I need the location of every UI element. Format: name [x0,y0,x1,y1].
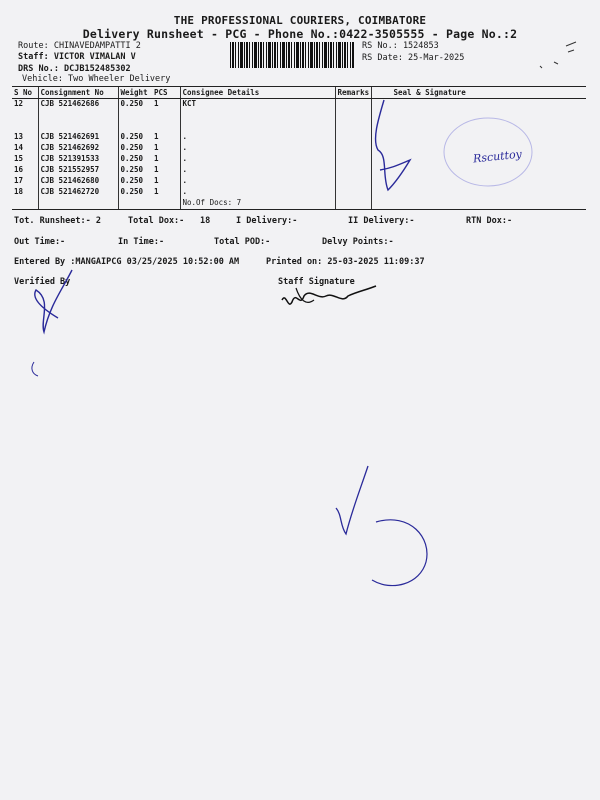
printed-on: Printed on: 25-03-2025 11:09:37 [266,257,425,267]
cell-pcs: 1 [154,186,159,196]
staff-text: Staff: VICTOR VIMALAN V [18,52,136,62]
cell-consignment: CJB 521391533 [38,154,118,165]
cell-consignee: . [180,143,335,154]
cell-consignee: . [180,176,335,187]
route-text: Route: CHINAVEDAMPATTI 2 [18,41,141,51]
delvy-points: Delvy Points:- [322,237,394,247]
cell-weight: 0.250 [118,132,152,143]
col-seal-header: Seal & Signature [371,87,586,99]
runsheet-title: Delivery Runsheet - PCG - Phone No.:0422-3505555 - Page No.:2 [82,27,518,41]
total-pod: Total POD:- [214,237,271,247]
ii-delivery: II Delivery:- [348,216,415,226]
cell-consignment: CJB 521462691 [38,132,118,143]
cell-sno: 12 [14,99,24,108]
i-delivery: I Delivery:- [236,216,298,226]
drs-text: DRS No.: DCJB152485302 [18,64,131,74]
verified-by-label: Verified By [14,277,71,287]
cell-consignment: CJB 521552957 [38,165,118,176]
total-dox-label: Total Dox:- [128,216,185,226]
col-weight-header: Weight [118,87,152,99]
cell-sno: 16 [14,164,24,174]
entered-by: Entered By :MANGAIPCG 03/25/2025 10:52:00 AM [14,257,240,267]
rtn-dox: RTN Dox:- [466,216,513,226]
company-title: THE PROFESSIONAL COURIERS, COIMBATORE [173,14,427,27]
cell-weight: 0.250 [118,154,152,165]
cell-sno: 17 [14,175,24,185]
cell-pcs: 1 [154,131,159,141]
cell-sno: 14 [14,142,24,152]
corner-marks [540,42,576,68]
cell-consignment: CJB 521462686 [38,99,118,111]
vehicle-text: Vehicle: Two Wheeler Delivery [22,74,171,84]
col-pcs-header: PCS [152,87,180,99]
out-time: Out Time:- [14,237,66,247]
cell-weight: 0.250 [118,165,152,176]
cell-sno: 18 [14,186,24,196]
cell-weight: 0.250 [118,176,152,187]
cell-pcs: 1 [154,175,159,185]
col-remarks-header: Remarks [335,87,371,99]
cell-consignee: . [180,154,335,165]
rs-date-text: RS Date: 25-Mar-2025 [362,53,465,63]
cell-consignment: CJB 521462720 [38,187,118,198]
cell-consignee: . [180,165,335,176]
cell-sno: 15 [14,153,24,163]
lower-stamp [372,520,427,586]
cell-pcs: 1 [154,153,159,163]
cell-pcs: 1 [154,142,159,152]
seal-stamp [444,118,532,186]
col-consignment-header: Consignment No [38,87,118,99]
col-sno-header: S No [12,87,38,99]
tot-runsheet: Tot. Runsheet:- 2 [14,216,101,226]
no-of-docs: No.Of Docs: 7 [180,198,335,210]
cell-consignee: . [180,187,335,198]
cell-consignee: . [180,132,335,143]
in-time: In Time:- [118,237,165,247]
col-consignee-header: Consignee Details [180,87,335,99]
cell-pcs: 1 [154,99,159,108]
total-dox-value: 18 [200,216,211,226]
cell-weight: 0.250 [118,99,152,111]
rs-no-text: RS No.: 1524853 [362,41,439,51]
cell-sno: 13 [14,131,24,141]
cell-weight: 0.250 [118,187,152,198]
cell-pcs: 1 [154,164,159,174]
cell-consignee: KCT [180,99,335,111]
staff-signature-label: Staff Signature [278,277,355,287]
cell-weight: 0.250 [118,143,152,154]
cell-consignment: CJB 521462680 [38,176,118,187]
verified-signature [35,270,72,332]
remarks-signature [376,100,410,190]
lower-ink-stroke [336,466,368,534]
cell-consignment: CJB 521462692 [38,143,118,154]
handwritten-note: Rscuttoy [472,147,523,166]
